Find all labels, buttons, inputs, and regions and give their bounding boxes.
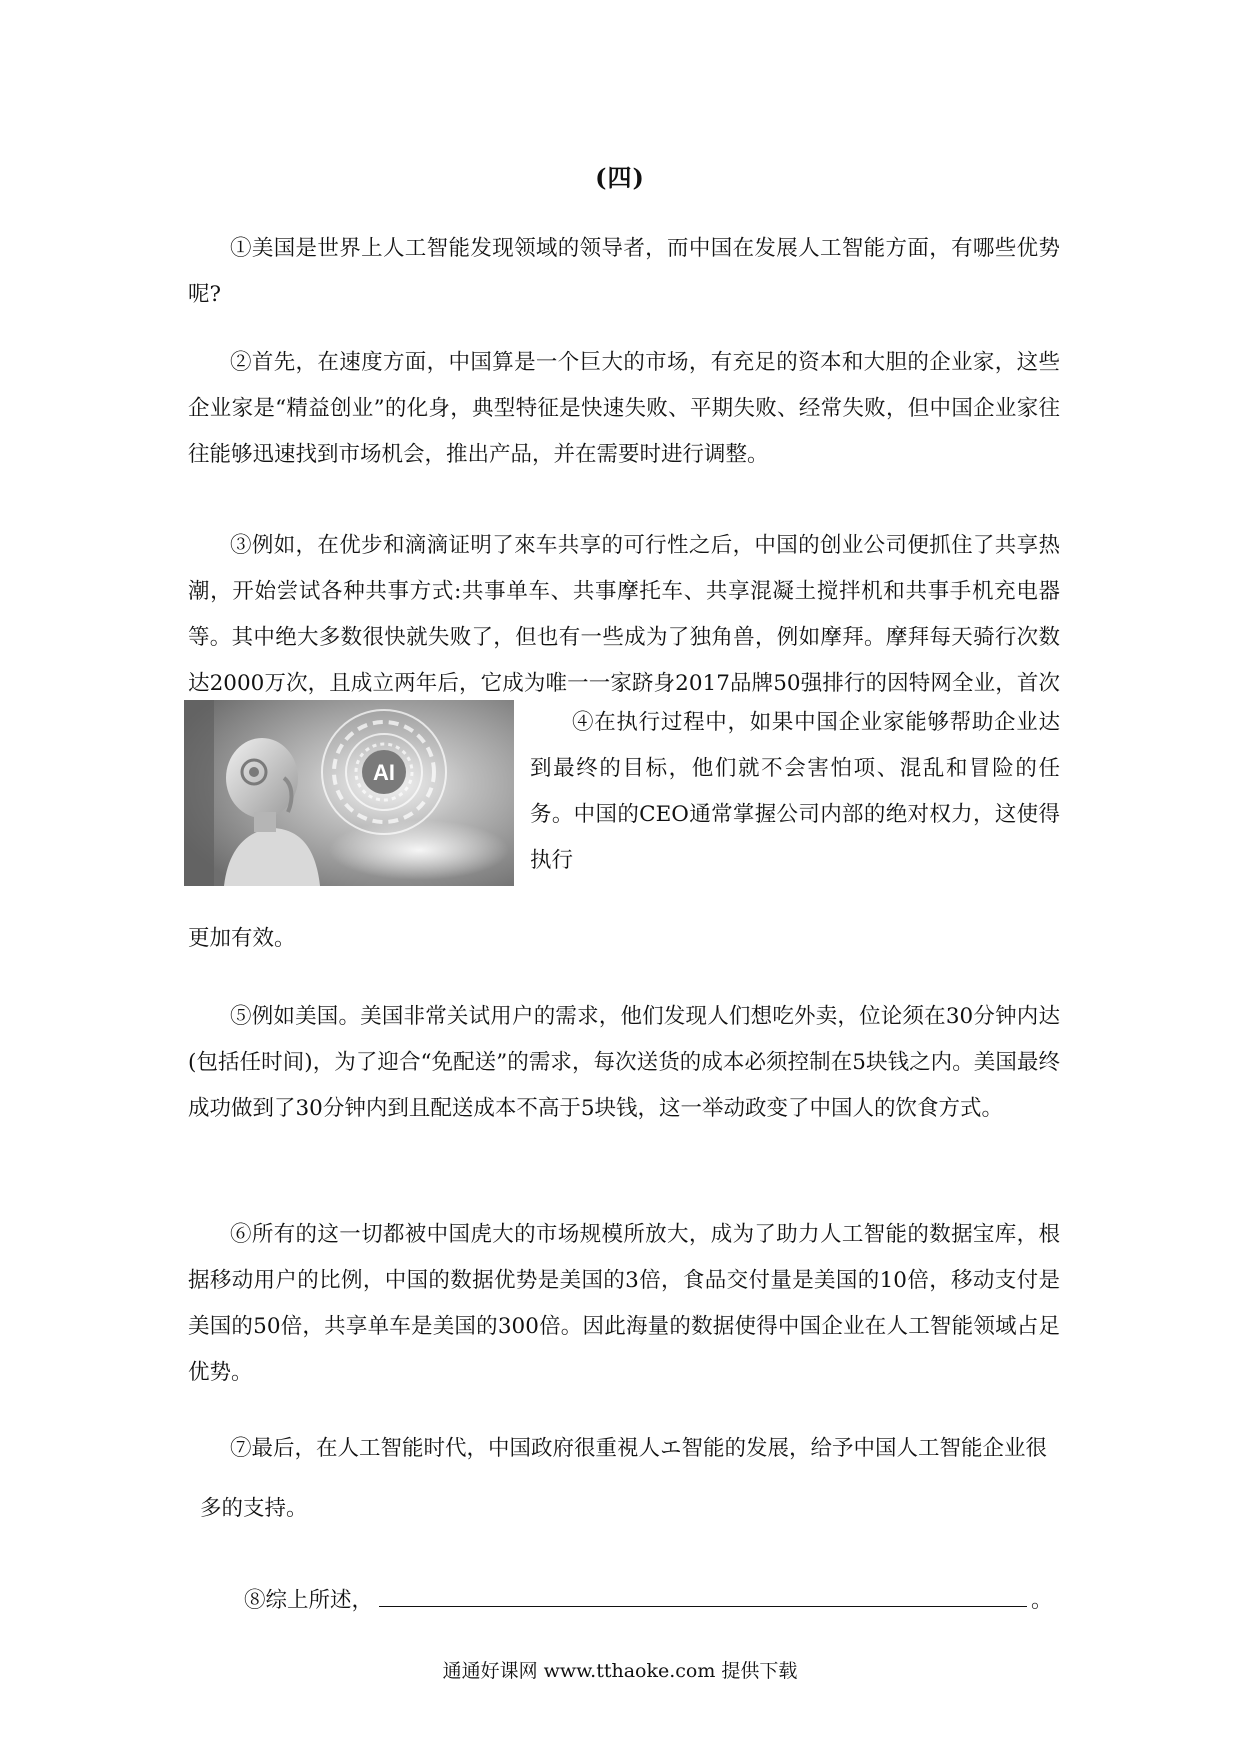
footer-source: 通通好课网 www.tthaoke.com 提供下载	[442, 1660, 798, 1682]
ai-logo-text: AI	[373, 760, 395, 785]
paragraph-5: ⑤例如美国。美国非常关试用户的需求，他们发现人们想吃外卖，位论须在30分钟内达(包括任时间)，为了迎合“免配送”的需求，每次送货的成本必须控制在5块钱之内。美国最终成功做到了30分钟内到且配送成本不高于5块钱，这一举动政变了中国人的饮食方式。	[188, 1004, 1060, 1121]
ai-robot-image	[184, 700, 514, 886]
paragraph-8-suffix: 。	[1031, 1588, 1053, 1613]
paragraph-2: ②首先，在速度方面，中国算是一个巨大的市场，有充足的资本和大胆的企业家，这些企业家是“精益创业”的化身，典型特征是快速失败、平期失败、经常失败，但中国企业家往往能够迅速找到市场机会，推出产品，并在需要时进行调整。	[188, 350, 1060, 467]
paragraph-3: ③例如，在优步和滴滴证明了來车共享的可行性之后，中国的创业公司便抓住了共享热潮，开始尝试各种共事方式:共事单车、共事摩托车、共享混凝土搅拌机和共事手机充电器等。其中绝大多数很快就失败了，但也有一些成为了独角兽，例如摩拜。摩拜每天骑行次数达2000万次，且成立两年后，它成为唯一一家跻身2017品牌50强排行的因特网全业，首次	[188, 533, 1060, 696]
paragraph-7: ⑦最后，在人工智能时代，中国政府很重視人エ智能的发展，给予中国人工智能企业很	[230, 1436, 1048, 1461]
paragraph-4-continued: 更加有效。	[188, 926, 296, 951]
paragraph-4: ④在执行过程中，如果中国企业家能够帮助企业达到最终的目标，他们就不会害怕项、混乱和冒险的任务。中国的CEO通常掌握公司内部的绝对权力，这使得执行	[530, 710, 1060, 873]
paragraph-6: ⑥所有的这一切都被中国虎大的市场规模所放大，成为了助力人工智能的数据宝库，根据移动用户的比例，中国的数据优势是美国的3倍，食品交付量是美国的10倍，移动支付是美国的50倍，共享单车是美国的300倍。因此海量的数据使得中国企业在人工智能领域占足优势。	[188, 1222, 1060, 1385]
paragraph-7-continued: 多的支持。	[200, 1496, 308, 1521]
paragraph-8	[244, 1576, 1053, 1624]
section-title: (四)	[595, 163, 645, 192]
answer-blank[interactable]	[379, 1576, 1027, 1607]
paragraph-8-prefix: ⑧综上所述，	[244, 1588, 374, 1613]
paragraph-1: ①美国是世界上人工智能发现领域的领导者，而中国在发展人工智能方面，有哪些优势呢?	[188, 236, 1060, 307]
